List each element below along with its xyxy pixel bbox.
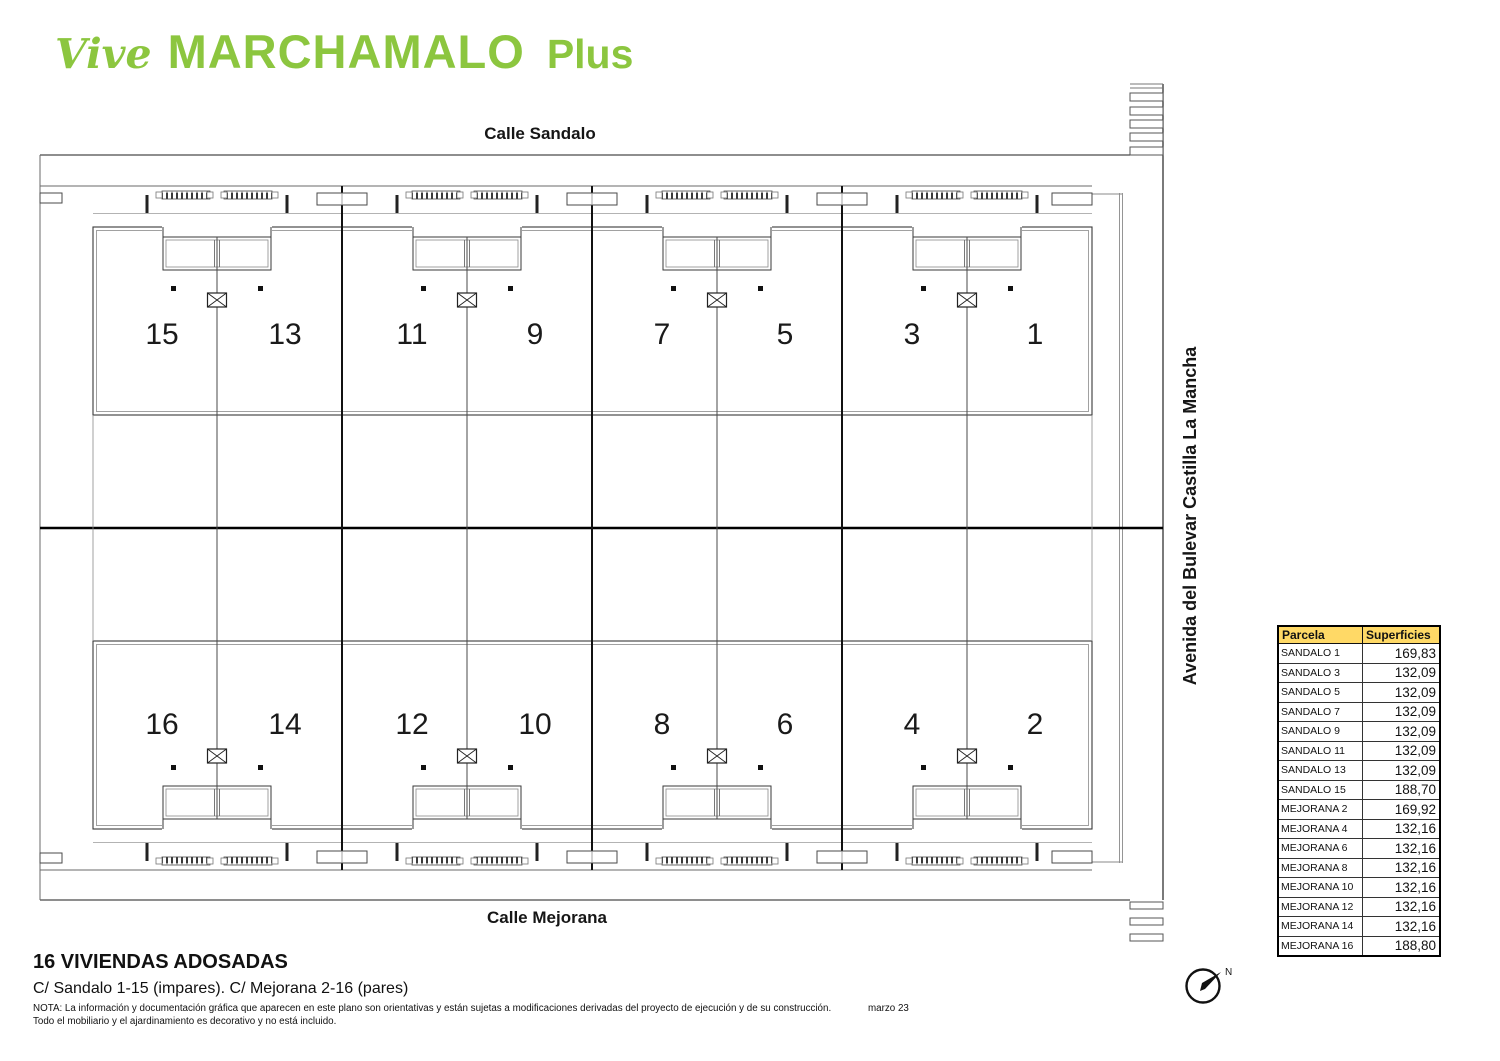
table-row — [1278, 644, 1440, 664]
crosswalk-bar — [1130, 120, 1163, 128]
unit-number: 2 — [1026, 708, 1044, 741]
wall-stub — [1036, 843, 1039, 861]
pergola-post — [656, 192, 662, 198]
unit-number: 14 — [268, 708, 302, 741]
pergola-strip — [724, 191, 772, 199]
wall-stub — [646, 195, 649, 213]
pergola-strip — [974, 857, 1022, 865]
pergola-strip — [724, 857, 772, 865]
parcela-cell: SANDALO 15 — [1278, 780, 1363, 800]
skylight-dot — [421, 765, 426, 770]
logo-suffix: Plus — [546, 31, 634, 77]
page-title: 16 VIVIENDAS ADOSADAS — [33, 951, 288, 973]
superficie-cell: 132,09 — [1363, 761, 1441, 781]
superficie-cell: 132,16 — [1363, 878, 1441, 898]
logo-script: Vive — [55, 30, 152, 78]
unit-number: 9 — [526, 318, 544, 351]
wall-stub — [896, 195, 899, 213]
pergola-strip — [224, 191, 272, 199]
table-row — [1278, 702, 1440, 722]
table-row — [1278, 897, 1440, 917]
pergola-strip — [662, 857, 710, 865]
table-row — [1278, 780, 1440, 800]
table-row — [1278, 741, 1440, 761]
unit-number: 12 — [395, 708, 429, 741]
table-row — [1278, 761, 1440, 781]
skylight-dot — [758, 765, 763, 770]
parcela-cell: MEJORANA 12 — [1278, 897, 1363, 917]
pergola-post — [457, 192, 463, 198]
parcela-cell: MEJORANA 10 — [1278, 878, 1363, 898]
note-text: NOTA: La información y documentación gráfica que aparecen en este plano son orientativas y están sujetas a modificaciones derivadas del proyecto de ejecución y de su construcción. — [33, 1003, 832, 1014]
wall-stub — [146, 195, 149, 213]
wall-stub — [396, 843, 399, 861]
pergola-post — [707, 858, 713, 864]
pergola-strip — [162, 857, 210, 865]
parcela-cell: MEJORANA 4 — [1278, 819, 1363, 839]
wall-stub — [146, 843, 149, 861]
wall-stub — [786, 843, 789, 861]
unit-number: 15 — [145, 318, 179, 351]
superficie-cell: 132,16 — [1363, 858, 1441, 878]
parcela-cell: SANDALO 1 — [1278, 644, 1363, 664]
superficie-cell: 132,16 — [1363, 917, 1441, 937]
skylight-dot — [921, 286, 926, 291]
table-row — [1278, 663, 1440, 683]
pergola-strip — [912, 857, 960, 865]
parcela-cell: MEJORANA 2 — [1278, 800, 1363, 820]
table-row — [1278, 839, 1440, 859]
unit-number: 3 — [903, 318, 921, 351]
page-subtitle: C/ Sandalo 1-15 (impares). C/ Mejorana 2-16 (pares) — [33, 980, 409, 997]
unit-number: 11 — [396, 318, 428, 351]
skylight-dot — [421, 286, 426, 291]
pergola-post — [707, 192, 713, 198]
unit-number: 1 — [1026, 318, 1044, 351]
unit-number: 4 — [903, 708, 921, 741]
skylight-dot — [258, 286, 263, 291]
unit-number: 10 — [518, 708, 552, 741]
roof-notch — [162, 820, 272, 833]
pergola-post — [971, 192, 977, 198]
unit-number: 13 — [268, 318, 302, 351]
pergola-post — [156, 858, 162, 864]
logo-name: MARCHAMALO — [167, 25, 525, 78]
street-label-bottom: Calle Mejorana — [487, 908, 607, 927]
skylight-dot — [171, 286, 176, 291]
parcela-cell: MEJORANA 8 — [1278, 858, 1363, 878]
skylight-dot — [508, 765, 513, 770]
wall-stub — [536, 195, 539, 213]
pergola-post — [1022, 192, 1028, 198]
pergola-post — [957, 192, 963, 198]
pergola-post — [906, 192, 912, 198]
crosswalk-bar — [1130, 133, 1163, 141]
pergola-post — [906, 858, 912, 864]
skylight-dot — [758, 286, 763, 291]
pergola-post — [207, 192, 213, 198]
table-header-parcela: Parcela — [1278, 626, 1363, 644]
pergola-post — [272, 192, 278, 198]
roof-notch — [912, 820, 1022, 833]
superficie-cell: 132,09 — [1363, 741, 1441, 761]
entrance-canopy — [40, 853, 62, 863]
parcela-cell: MEJORANA 14 — [1278, 917, 1363, 937]
superficie-cell: 132,16 — [1363, 839, 1441, 859]
skylight-dot — [508, 286, 513, 291]
parcela-cell: SANDALO 9 — [1278, 722, 1363, 742]
pergola-post — [721, 192, 727, 198]
roof-notch — [662, 820, 772, 833]
skylight-dot — [671, 765, 676, 770]
superficie-cell: 169,92 — [1363, 800, 1441, 820]
skylight-dot — [258, 765, 263, 770]
roof-notch — [662, 223, 772, 236]
date-label: marzo 23 — [868, 1003, 909, 1014]
table-row — [1278, 878, 1440, 898]
parcela-cell: SANDALO 13 — [1278, 761, 1363, 781]
pergola-strip — [474, 857, 522, 865]
table-row — [1278, 936, 1440, 956]
wall-stub — [786, 195, 789, 213]
table-row — [1278, 800, 1440, 820]
pergola-post — [156, 192, 162, 198]
pergola-post — [1022, 858, 1028, 864]
parcela-cell: SANDALO 5 — [1278, 683, 1363, 703]
pergola-strip — [412, 191, 460, 199]
pergola-strip — [474, 191, 522, 199]
table-row — [1278, 819, 1440, 839]
crosswalk-bar — [1130, 918, 1163, 925]
crosswalk-bar — [1130, 147, 1163, 155]
wall-stub — [646, 843, 649, 861]
pergola-post — [221, 192, 227, 198]
pergola-post — [221, 858, 227, 864]
pergola-post — [471, 858, 477, 864]
crosswalk-bar — [1130, 934, 1163, 941]
pergola-post — [471, 192, 477, 198]
entrance-canopy — [40, 193, 62, 203]
skylight-dot — [1008, 286, 1013, 291]
roof-notch — [412, 223, 522, 236]
parcela-cell: MEJORANA 16 — [1278, 936, 1363, 956]
pergola-post — [971, 858, 977, 864]
table-header-row — [1278, 626, 1440, 644]
pergola-strip — [412, 857, 460, 865]
crosswalk-bar — [1130, 107, 1163, 115]
unit-number: 5 — [776, 318, 794, 351]
pergola-post — [272, 858, 278, 864]
skylight-dot — [1008, 765, 1013, 770]
superficie-cell: 132,09 — [1363, 683, 1441, 703]
wall-stub — [286, 195, 289, 213]
pergola-post — [772, 858, 778, 864]
unit-number: 8 — [653, 708, 671, 741]
table-row — [1278, 722, 1440, 742]
pergola-strip — [224, 857, 272, 865]
skylight-dot — [171, 765, 176, 770]
street-label-avenue: Avenida del Bulevar Castilla La Mancha — [1180, 346, 1200, 686]
superficie-cell: 188,80 — [1363, 936, 1441, 956]
pergola-post — [721, 858, 727, 864]
wall-stub — [286, 843, 289, 861]
pergola-strip — [162, 191, 210, 199]
superficie-cell: 169,83 — [1363, 644, 1441, 664]
crosswalk-bar — [1130, 93, 1163, 101]
crosswalk-bar — [1130, 902, 1163, 909]
unit-number: 6 — [776, 708, 794, 741]
entrance-canopy — [1052, 851, 1092, 863]
superficie-cell: 188,70 — [1363, 780, 1441, 800]
wall-stub — [536, 843, 539, 861]
compass-north-label: N — [1225, 967, 1233, 978]
pergola-post — [522, 858, 528, 864]
table-header-superficies: Superficies — [1363, 626, 1441, 644]
table-row — [1278, 917, 1440, 937]
pergola-post — [522, 192, 528, 198]
note-text-2: Todo el mobiliario y el ajardinamiento es decorativo y no está incluido. — [33, 1016, 337, 1027]
parcela-cell: MEJORANA 6 — [1278, 839, 1363, 859]
table-row — [1278, 683, 1440, 703]
table-row — [1278, 858, 1440, 878]
parcela-cell: SANDALO 11 — [1278, 741, 1363, 761]
superficie-cell: 132,16 — [1363, 819, 1441, 839]
pergola-post — [207, 858, 213, 864]
surfaces-table — [1277, 625, 1441, 957]
unit-number: 7 — [653, 318, 671, 351]
parcela-cell: SANDALO 7 — [1278, 702, 1363, 722]
pergola-post — [406, 192, 412, 198]
wall-stub — [1036, 195, 1039, 213]
superficie-cell: 132,09 — [1363, 702, 1441, 722]
wall-stub — [396, 195, 399, 213]
pergola-strip — [662, 191, 710, 199]
pergola-strip — [974, 191, 1022, 199]
parcela-cell: SANDALO 3 — [1278, 663, 1363, 683]
roof-notch — [162, 223, 272, 236]
pergola-post — [957, 858, 963, 864]
pergola-post — [457, 858, 463, 864]
compass — [1187, 967, 1233, 1003]
skylight-dot — [921, 765, 926, 770]
skylight-dot — [671, 286, 676, 291]
superficie-cell: 132,16 — [1363, 897, 1441, 917]
pergola-post — [772, 192, 778, 198]
unit-number: 16 — [145, 708, 179, 741]
wall-stub — [896, 843, 899, 861]
superficie-cell: 132,09 — [1363, 663, 1441, 683]
roof-notch — [912, 223, 1022, 236]
pergola-strip — [912, 191, 960, 199]
street-label-top: Calle Sandalo — [484, 124, 596, 143]
pergola-post — [656, 858, 662, 864]
roof-notch — [412, 820, 522, 833]
superficie-cell: 132,09 — [1363, 722, 1441, 742]
entrance-canopy — [1052, 193, 1092, 205]
pergola-post — [406, 858, 412, 864]
